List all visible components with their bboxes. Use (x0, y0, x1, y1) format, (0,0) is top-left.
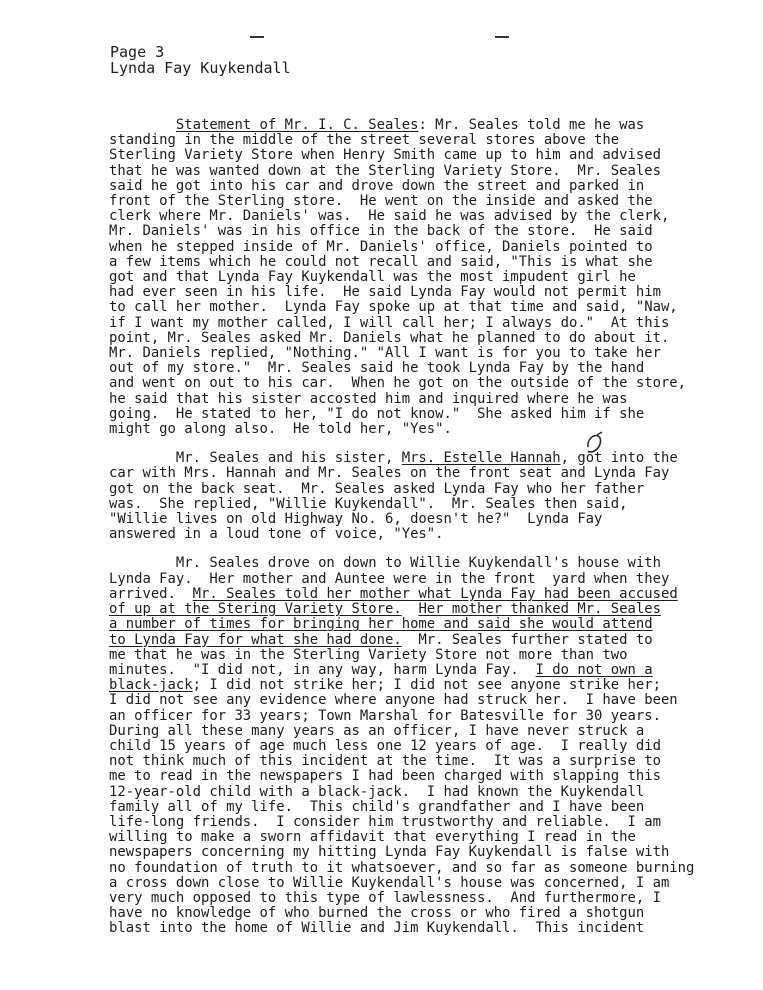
text-run: Mr. Seales further stated to (401, 631, 653, 648)
text-line (109, 724, 759, 739)
underlined-text: Mr. Seales told her mother what Lynda Fay had been accused (192, 585, 678, 602)
text-line (109, 255, 759, 270)
text-line (109, 921, 759, 936)
text-run: willing to make a sworn affidavit that everything I read in the (109, 829, 636, 846)
text-line (109, 815, 759, 830)
text-run: me that he was in the Sterling Variety Store not more than two (109, 646, 628, 663)
paragraph (109, 556, 759, 936)
text-line (109, 407, 759, 422)
text-run: point, Mr. Seales asked Mr. Daniels what he planned to do about it. (109, 329, 670, 346)
text-line (109, 876, 759, 891)
text-run: that he was wanted down at the Sterling Variety Store. Mr. Seales (109, 162, 661, 179)
text-line (109, 361, 759, 376)
underlined-text: Statement of Mr. I. C. Seales (175, 117, 419, 133)
text-run: newspapers concerning my hitting Lynda Fay Kuykendall is false with (109, 844, 670, 861)
text-run: not think much of this incident at the time. It was a surprise to (109, 753, 661, 770)
text-run: : Mr. Seales told me he was (418, 117, 645, 133)
text-line (109, 785, 759, 800)
text-run: when he stepped inside of Mr. Daniels' office, Daniels pointed to (109, 238, 653, 255)
text-line (109, 392, 759, 407)
text-line (109, 572, 759, 587)
text-line (109, 861, 759, 876)
text-run: out of my store." Mr. Seales said he took Lynda Fay by the hand (109, 360, 645, 377)
underlined-text: to Lynda Fay for what she had done. (109, 631, 402, 648)
text-line (109, 376, 759, 391)
text-line (109, 270, 759, 285)
text-run: got and that Lynda Fay Kuykendall was the most impudent girl he (109, 269, 636, 286)
text-run: blast into the home of Willie and Jim Kuykendall. This incident (109, 920, 645, 937)
page-number: Page 3 (110, 43, 165, 61)
underlined-text: I do not own a (535, 661, 653, 678)
text-line (109, 164, 759, 179)
text-line (109, 118, 759, 133)
text-run: Mr. Daniels' was in his office in the back of the store. He said (109, 223, 653, 240)
text-run: was. She replied, "Willie Kuykendall". Mr. Seales then said, (109, 495, 628, 512)
text-line (109, 648, 759, 663)
text-run: no foundation of truth to it whatsoever, and so far as someone burning (109, 859, 695, 876)
text-run: have no knowledge of who burned the cross or who fired a shotgun (109, 905, 645, 922)
text-run: car with Mrs. Hannah and Mr. Seales on the front seat and Lynda Fay (109, 465, 670, 482)
page-header (110, 44, 291, 76)
subject-name: Lynda Fay Kuykendall (110, 59, 291, 77)
punch-mark (495, 36, 509, 38)
text-line (109, 845, 759, 860)
text-line (109, 739, 759, 754)
underlined-text: a number of times for bringing her home and said she would attend (109, 616, 653, 633)
text-run: child 15 years of age much less one 12 years of age. I really did (109, 737, 661, 754)
text-run: life-long friends. I consider him trustworthy and reliable. I am (109, 813, 661, 830)
text-run: got on the back seat. Mr. Seales asked Lynda Fay who her father (109, 480, 645, 497)
paragraph (109, 451, 759, 542)
text-run: standing in the middle of the street several stores above the (109, 132, 620, 149)
text-line (109, 709, 759, 724)
text-line (109, 497, 759, 512)
text-line (109, 179, 759, 194)
text-line (109, 194, 759, 209)
underlined-text: black-jack (109, 677, 193, 694)
paragraph-gap (109, 542, 759, 556)
text-line (109, 346, 759, 361)
text-run: might go along also. He told her, "Yes". (109, 421, 452, 438)
text-run: and went on out to his car. When he got on the outside of the store, (109, 375, 687, 392)
text-line (109, 617, 759, 632)
text-line (109, 422, 759, 437)
text-line (109, 300, 759, 315)
text-line (109, 556, 759, 571)
underlined-text: of up at the Stering Variety Store. (109, 601, 402, 618)
text-line (109, 830, 759, 845)
text-run: said he got into his car and drove down the street and parked in (109, 177, 645, 194)
text-line (109, 663, 759, 678)
text-line (109, 240, 759, 255)
underlined-text: Her mother thanked Mr. Seales (418, 601, 661, 618)
text-run: a cross down close to Willie Kuykendall's house was concerned, I am (109, 874, 670, 891)
text-line (109, 693, 759, 708)
text-line (109, 527, 759, 542)
text-line (109, 800, 759, 815)
text-line (109, 285, 759, 300)
text-line (109, 451, 759, 466)
text-run (402, 601, 419, 617)
text-run: to call her mother. Lynda Fay spoke up at that time and said, "Naw, (109, 299, 678, 316)
text-run: minutes. "I did not, in any way, harm Lynda Fay. (109, 661, 536, 678)
text-line (109, 316, 759, 331)
text-line (109, 209, 759, 224)
text-run: Mr. Daniels replied, "Nothing." "All I want is for you to take her (109, 345, 661, 362)
text-run: if I want my mother called, I will call her; I always do." At this (109, 314, 670, 331)
text-run: had ever seen in his life. He said Lynda Fay would not permit him (109, 284, 661, 301)
text-run: going. He stated to her, "I do not know." She asked him if she (109, 405, 645, 422)
punch-mark (250, 36, 264, 38)
text-run: front of the Sterling store. He went on the inside and asked the (109, 193, 653, 210)
paragraph (109, 118, 759, 437)
text-run: arrived. (109, 585, 193, 602)
text-line (109, 133, 759, 148)
text-line (109, 906, 759, 921)
text-run: "Willie lives on old Highway No. 6, doesn't he?" Lynda Fay (109, 511, 603, 528)
text-run: 12-year-old child with a black-jack. I had known the Kuykendall (109, 783, 645, 800)
paragraph-gap (109, 437, 759, 451)
text-line (109, 769, 759, 784)
text-line (109, 224, 759, 239)
text-run (109, 117, 176, 133)
text-run: very much opposed to this type of lawlessness. And furthermore, I (109, 889, 661, 906)
text-run: During all these many years as an officer, I have never struck a (109, 722, 645, 739)
text-run: ; I did not strike her; I did not see anyone strike her; (192, 677, 661, 694)
text-run: family all of my life. This child's grandfather and I have been (109, 798, 645, 815)
handwritten-check-mark (585, 431, 605, 457)
text-line (109, 754, 759, 769)
text-line (109, 587, 759, 602)
text-run: Sterling Variety Store when Henry Smith came up to him and advised (109, 147, 661, 164)
text-run: , got into the (560, 450, 678, 467)
underlined-text: Mrs. Estelle Hannah (401, 450, 561, 467)
text-run: I did not see any evidence where anyone had struck her. I have been (109, 692, 678, 709)
text-run: an officer for 33 years; Town Marshal for Batesville for 30 years. (109, 707, 661, 724)
text-line (109, 633, 759, 648)
text-line (109, 148, 759, 163)
text-run: a few items which he could not recall and said, "This is what she (109, 253, 653, 270)
text-line (109, 678, 759, 693)
text-run: Mr. Seales and his sister, (109, 450, 402, 467)
text-line (109, 331, 759, 346)
text-run: Lynda Fay. Her mother and Auntee were in the front yard when they (109, 570, 670, 587)
text-run: me to read in the newspapers I had been charged with slapping this (109, 768, 661, 785)
text-run: answered in a loud tone of voice, "Yes". (109, 526, 444, 543)
text-line (109, 891, 759, 906)
text-line (109, 466, 759, 481)
text-line (109, 602, 759, 617)
text-run: Mr. Seales drove on down to Willie Kuykendall's house with (109, 555, 661, 572)
text-run: he said that his sister accosted him and inquired where he was (109, 390, 628, 407)
text-line (109, 512, 759, 527)
text-run: clerk where Mr. Daniels' was. He said he was advised by the clerk, (109, 208, 670, 225)
text-line (109, 482, 759, 497)
statement-body (109, 118, 759, 937)
